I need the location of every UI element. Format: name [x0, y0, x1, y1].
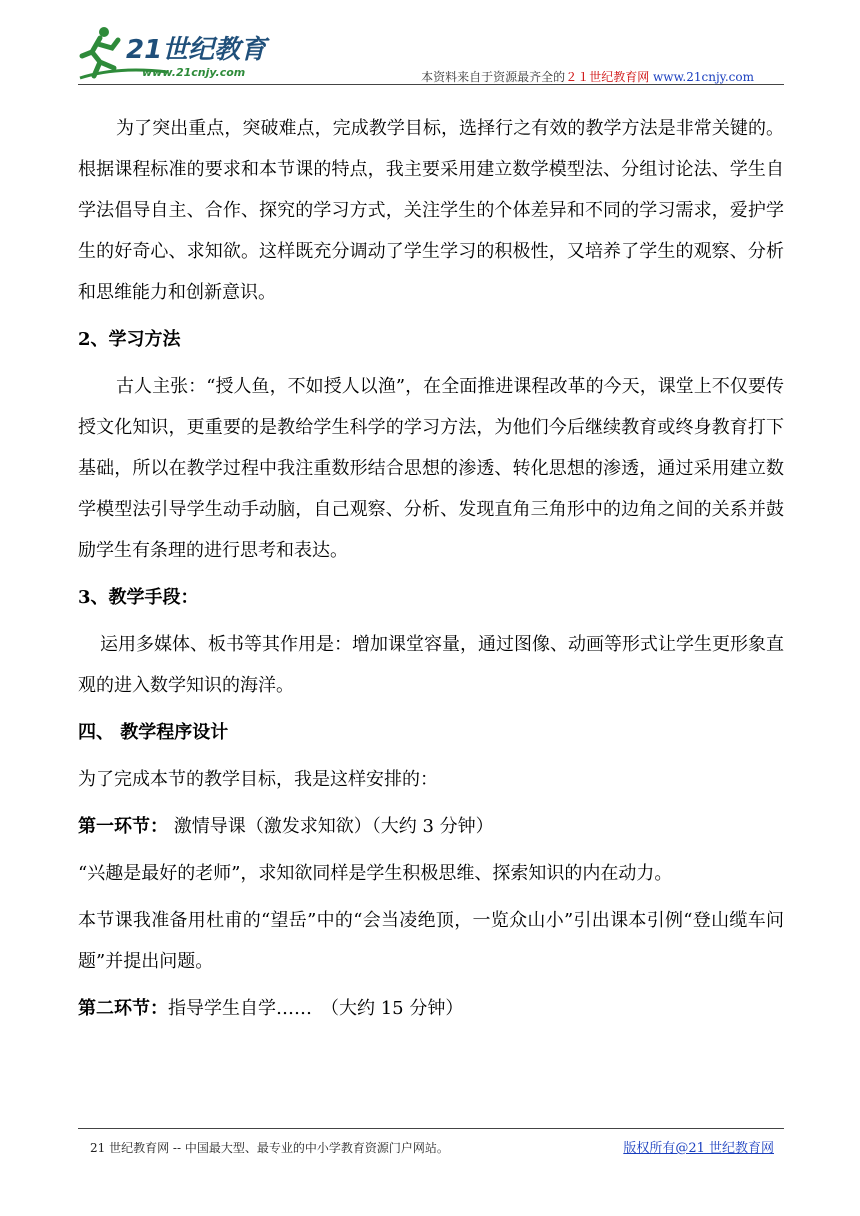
- footer-divider: [78, 1128, 784, 1129]
- heading-learning-method: 2、学习方法: [78, 329, 181, 350]
- paragraph-interest: “兴趣是最好的老师”，求知欲同样是学生积极思维、探索知识的内在动力。: [78, 863, 673, 884]
- site-logo: [78, 22, 308, 82]
- step-two-text: 指导学生自学…… （大约 15 分钟）: [168, 998, 464, 1019]
- logo-url: www.21cnjy.com: [142, 66, 246, 79]
- header-divider: [78, 84, 784, 85]
- header-note: [421, 68, 754, 85]
- logo-text: 21世纪教育: [126, 35, 267, 65]
- page-header: [78, 18, 784, 84]
- paragraph-teaching-method: 为了突出重点，突破难点，完成教学目标，选择行之有效的教学方法是非常关键的。根据课程标准的要求和本节课的特点，我主要采用建立数学模型法、分组讨论法、学生自学法倡导自主、合作、探究的学习方式，关注学生的个体差异和不同的学习需求，爱护学生的好奇心、求知欲。这样既充分调动了学生学习的积极性，又培养了学生的观察、分析和思维能力和创新意识。: [78, 118, 784, 303]
- header-note-prefix: 本资料来自于资源最齐全的: [421, 70, 566, 84]
- paragraph-teaching-means: 运用多媒体、板书等其作用是：增加课堂容量，通过图像、动画等形式让学生更形象直观的进入数学知识的海洋。: [78, 634, 784, 696]
- footer-copyright-link[interactable]: 版权所有@21 世纪教育网: [623, 1141, 774, 1156]
- step-one-text: 激情导课（激发求知欲）（大约 3 分钟）: [168, 816, 494, 837]
- heading-teaching-means: 3、教学手段：: [78, 587, 199, 608]
- paragraph-arrangement: 为了完成本节的教学目标，我是这样安排的：: [78, 769, 438, 790]
- header-site-link[interactable]: ２１世纪教育网: [565, 70, 650, 84]
- document-body: [78, 108, 784, 1029]
- footer-site-description: 21 世纪教育网 -- 中国最大型、最专业的中小学教育资源门户网站。: [90, 1141, 449, 1155]
- step-one-label: 第一环节：: [78, 816, 168, 837]
- step-one: [78, 806, 784, 847]
- paragraph-learning-method: 古人主张：“授人鱼，不如授人以渔”，在全面推进课程改革的今天，课堂上不仅要传授文化知识，更重要的是教给学生科学的学习方法，为他们今后继续教育或终身教育打下基础，所以在教学过程中我注重数形结合思想的渗透、转化思想的渗透，通过采用建立数学模型法引导学生动手动脑，自己观察、分析、发现直角三角形中的边角之间的关系并鼓励学生有条理的进行思考和表达。: [78, 376, 784, 561]
- header-url-link[interactable]: www.21cnjy.com: [653, 70, 754, 84]
- step-two: [78, 988, 784, 1029]
- step-two-label: 第二环节：: [78, 998, 168, 1019]
- paragraph-poem: 本节课我准备用杜甫的“望岳”中的“会当凌绝顶，一览众山小”引出课本引例“登山缆车问题”并提出问题。: [78, 910, 784, 972]
- heading-procedure-design: 四、 教学程序设计: [78, 722, 229, 743]
